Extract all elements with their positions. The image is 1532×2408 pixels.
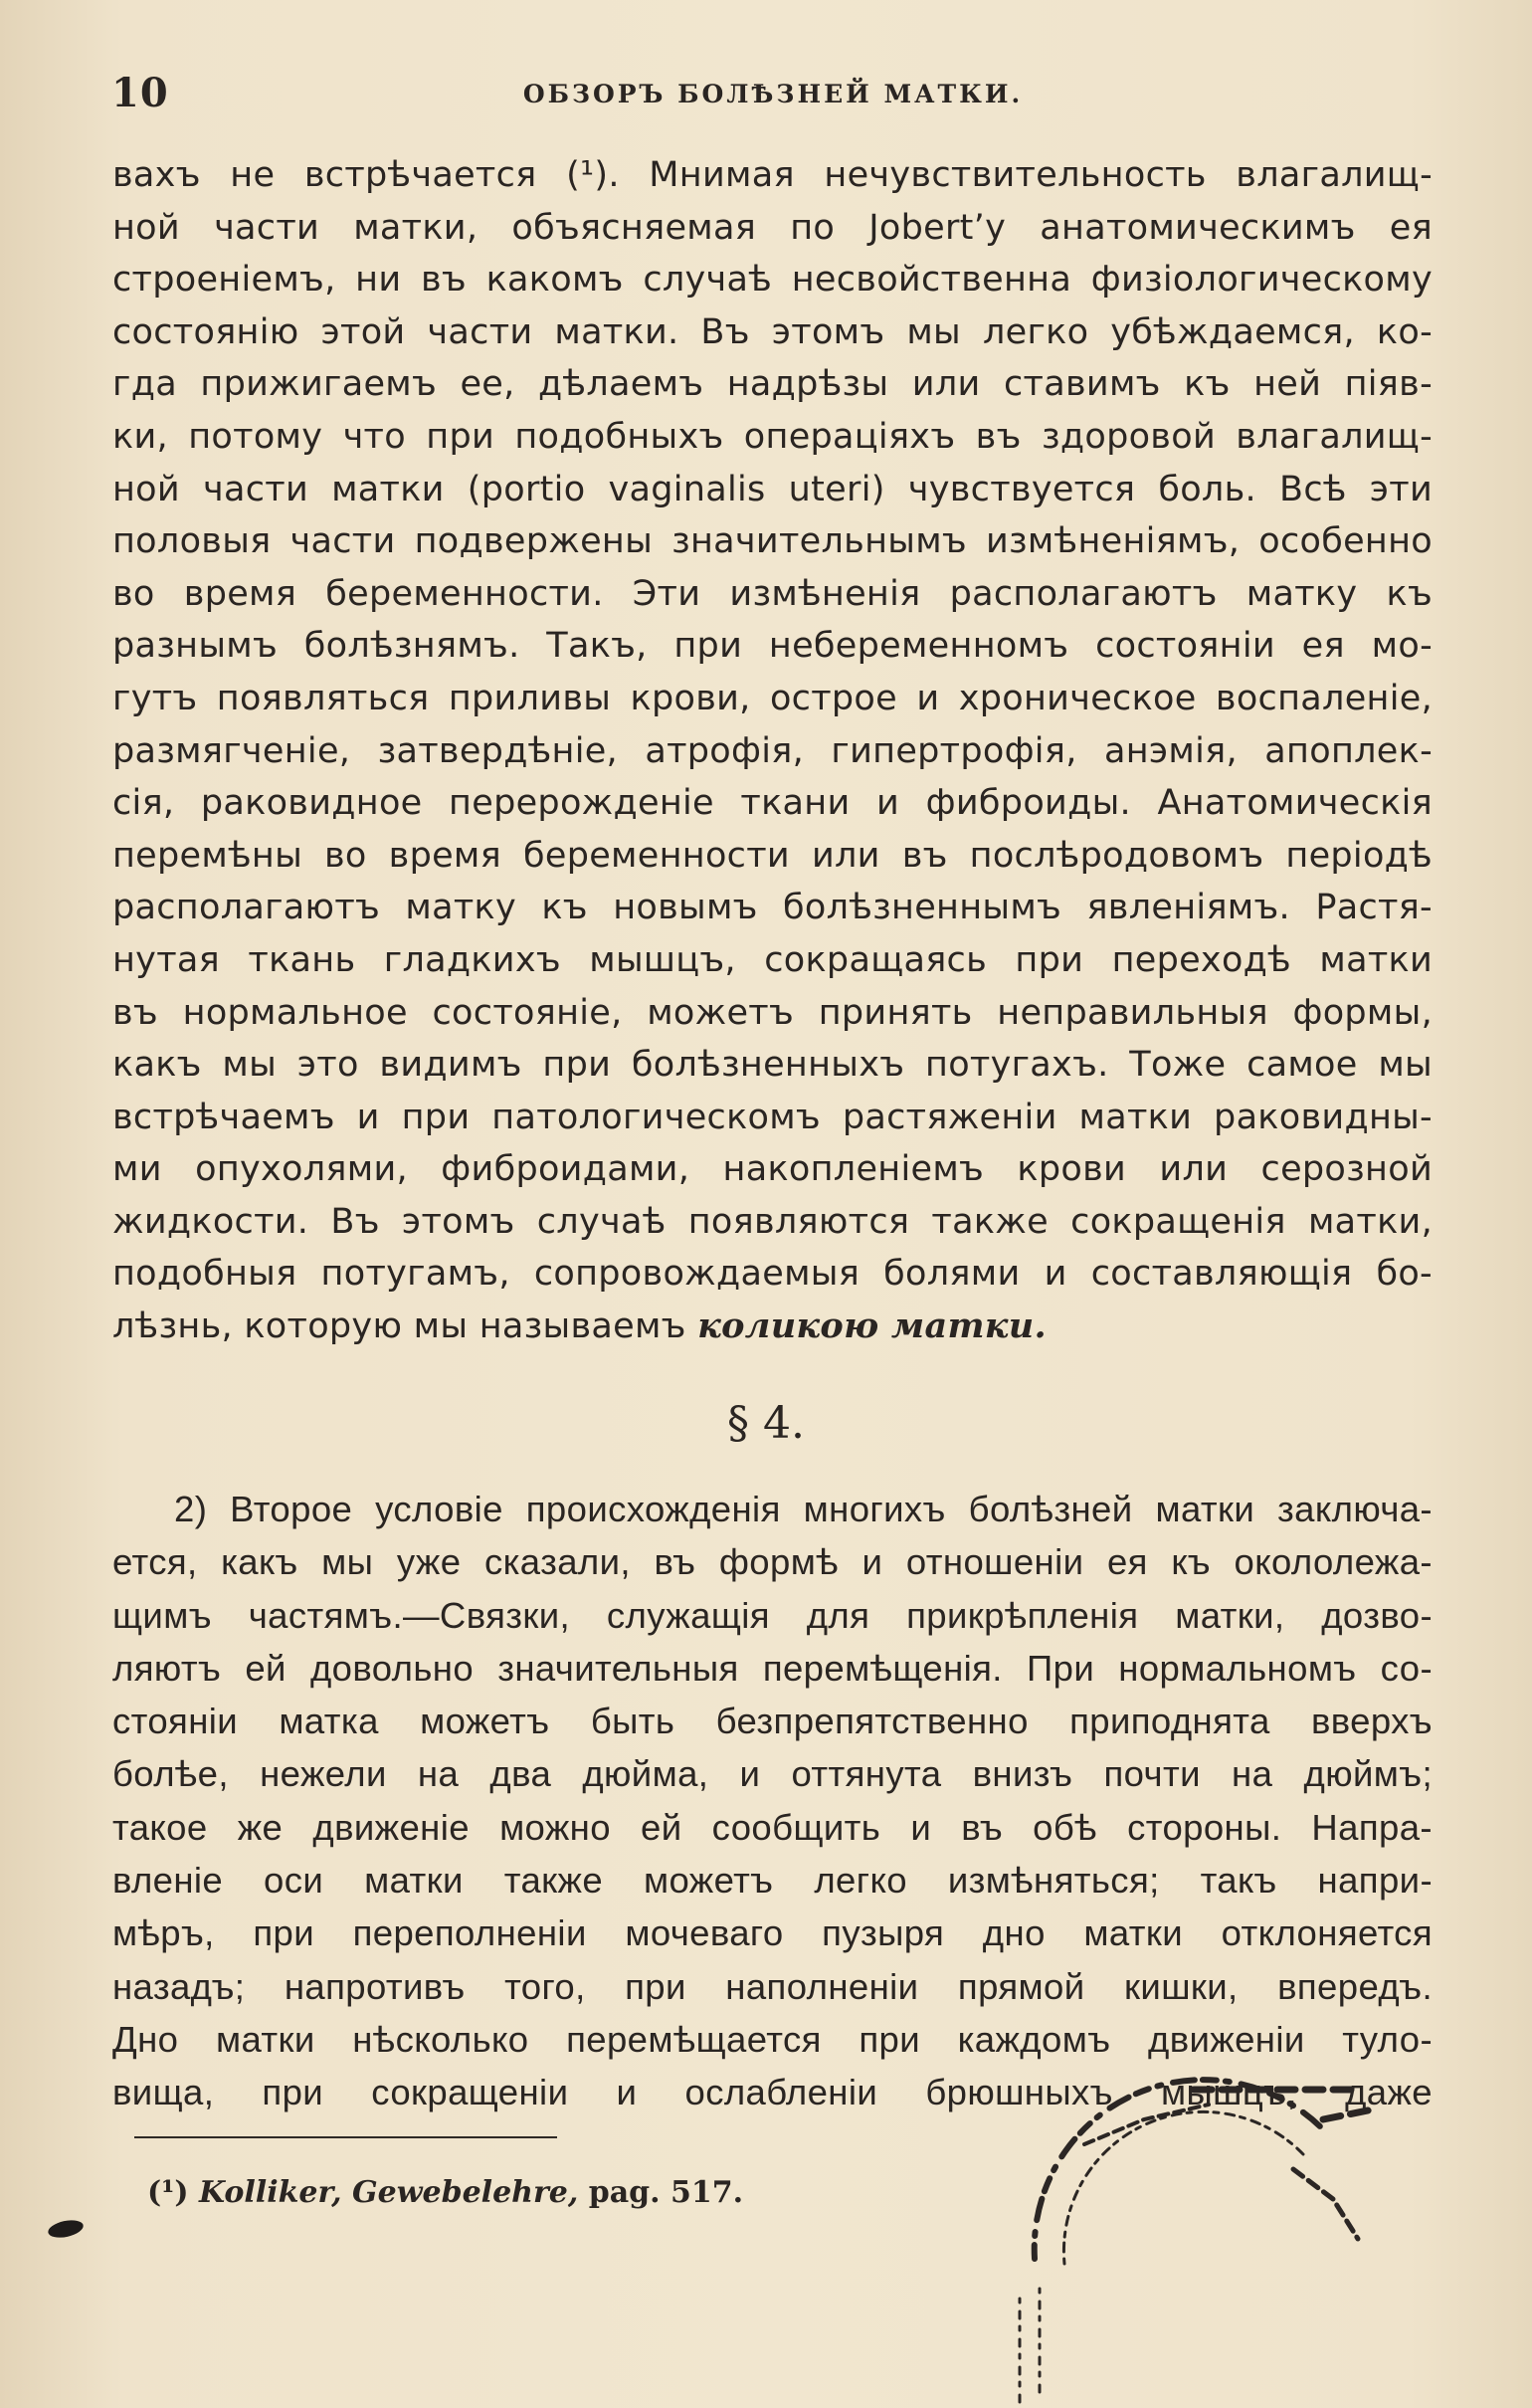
text-line: перемѣны во время беременности или въ послѣродовомъ періодѣ: [112, 835, 1433, 876]
text-line: вленіе оси матки также можетъ легко измѣняться; такъ напри-: [112, 1860, 1433, 1902]
text-line: ляютъ ей довольно значительныя перемѣщенія. При нормальномъ со-: [112, 1647, 1433, 1689]
text-line: располагаютъ матку къ новымъ болѣзненнымъ явленіямъ. Растя-: [112, 888, 1433, 928]
paragraph-2: [112, 1483, 1433, 2119]
text-line: сія, раковидное перерожденіе ткани и фиброиды. Анатомическія: [112, 783, 1433, 824]
text-line: ной части матки, объясняемая по Jobert’у анатомическимъ ея: [112, 207, 1433, 248]
text-line: ной части матки (portio vaginalis uteri) чувствуется боль. Всѣ эти: [112, 469, 1433, 509]
emphasized-term: коликою матки.: [697, 1305, 1048, 1347]
footnote-divider: [134, 2136, 557, 2138]
footnote-citation: Kolliker, Gewebelehre,: [198, 2175, 579, 2210]
text-line: 2) Второе условіе происхожденія многихъ болѣзней матки заключа-: [174, 1489, 1433, 1529]
footnote-marker: (¹): [147, 2175, 189, 2210]
text-line: гутъ появляться приливы крови, острое и хроническое воспаленіе,: [112, 678, 1433, 718]
text-line: назадъ; напротивъ того, при наполненіи прямой кишки, впередъ.: [112, 1965, 1433, 2007]
text-line: размягченіе, затвердѣніе, атрофія, гипертрофія, анэмія, апоплек-: [112, 730, 1433, 771]
text-line: ется, какъ мы уже сказали, въ формѣ и отношеніи ея къ окололежа-: [112, 1541, 1433, 1583]
text-line: подобныя потугамъ, сопровождаемыя болями и составляющія бо-: [112, 1254, 1433, 1295]
page-header: [111, 70, 1435, 119]
footnote-page-ref: pag. 517.: [588, 2175, 744, 2210]
text-line: состоянію этой части матки. Въ этомъ мы легко убѣждаемся, ко-: [112, 311, 1433, 352]
text-line: вахъ не встрѣчается (¹). Мнимая нечувствительность влагалищ-: [112, 155, 1433, 195]
running-title: ОБЗОРЪ БОЛѢЗНЕЙ МАТКИ.: [522, 80, 1024, 108]
text-line: болѣе, нежели на два дюйма, и оттянута внизъ почти на дюймъ;: [112, 1753, 1433, 1795]
text-line: въ нормальное состояніе, можетъ принять неправильныя формы,: [112, 992, 1433, 1033]
paragraph-1: [112, 149, 1433, 1353]
page-number: 10: [111, 70, 169, 116]
text-line: такое же движеніе можно ей сообщить и въ обѣ стороны. Напра-: [112, 1806, 1433, 1848]
text-line: какъ мы это видимъ при болѣзненныхъ потугахъ. Тоже самое мы: [112, 1045, 1433, 1086]
text-line: Дно матки нѣсколько перемѣщается при каждомъ движеніи туло-: [112, 2018, 1433, 2060]
text-line-last: [112, 1301, 1433, 1353]
footnote: [147, 2175, 743, 2210]
ink-blot: [47, 2217, 86, 2240]
text-line: разнымъ болѣзнямъ. Такъ, при небеременномъ состояніи ея мо-: [112, 626, 1433, 667]
text-line: половыя части подвержены значительнымъ измѣненіямъ, особенно: [112, 521, 1433, 562]
text-line: вища, при сокращеніи и ослабленіи брюшныхъ мышцъ, даже: [112, 2072, 1433, 2113]
text-line: встрѣчаемъ и при патологическомъ растяженіи матки раковидны-: [112, 1097, 1433, 1137]
text-line: щимъ частямъ.—Связки, служащія для прикрѣпленія матки, дозво-: [112, 1594, 1433, 1636]
text-line: нутая ткань гладкихъ мышцъ, сокращаясь при переходѣ матки: [112, 939, 1433, 980]
text-line: строеніемъ, ни въ какомъ случаѣ несвойственна физіологическому: [112, 260, 1433, 301]
text-line: ки, потому что при подобныхъ операціяхъ въ здоровой влагалищ-: [112, 416, 1433, 457]
text-line: мѣръ, при переполненіи мочеваго пузыря дно матки отклоняется: [112, 1912, 1433, 1954]
text-line: жидкости. Въ этомъ случаѣ появляются также сокращенія матки,: [112, 1201, 1433, 1242]
text-line: гда прижигаемъ ее, дѣлаемъ надрѣзы или ставимъ къ ней піяв-: [112, 364, 1433, 405]
text-line: ми опухолями, фиброидами, накопленіемъ крови или серозной: [112, 1149, 1433, 1190]
text-line: во время беременности. Эти измѣненія располагаютъ матку къ: [112, 573, 1433, 614]
text-line: стояніи матка можетъ быть безпрепятственно приподнята вверхъ: [112, 1701, 1433, 1742]
section-heading: § 4.: [727, 1398, 805, 1449]
text-fragment: лѣзнь, которую мы называемъ: [112, 1306, 698, 1347]
library-stamp-icon: [995, 2050, 1373, 2408]
